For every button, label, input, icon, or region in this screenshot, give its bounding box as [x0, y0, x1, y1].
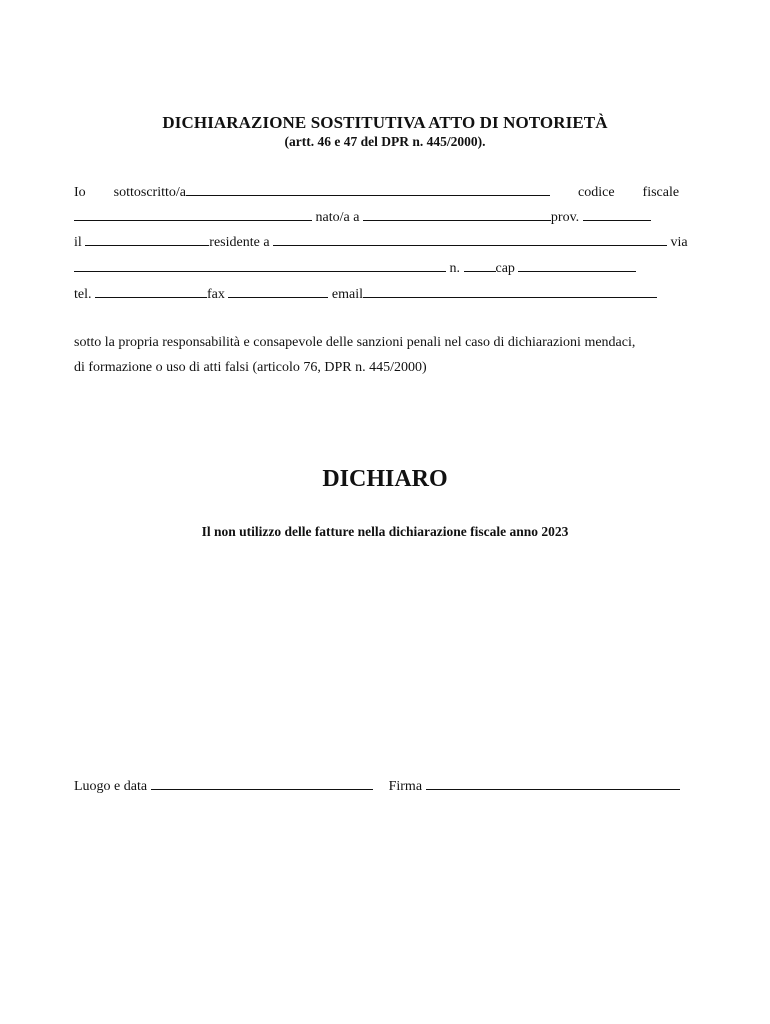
label-io: Io [74, 185, 86, 200]
statement-line-2: di formazione o uso di atti falsi (articolo 76, DPR n. 445/2000) [74, 360, 427, 375]
residence-field[interactable] [273, 232, 667, 246]
signature-field[interactable] [426, 776, 680, 790]
document-subtitle: (artt. 46 e 47 del DPR n. 445/2000). [284, 134, 486, 149]
statement-line-1: sotto la propria responsabilità e consapevole delle sanzioni penali nel caso di dichiarazioni mendaci, [74, 335, 636, 350]
label-codice: codice [578, 185, 615, 200]
label-residente: residente a [209, 235, 270, 250]
label-place-date: Luogo e data [74, 779, 148, 794]
label-fiscale: fiscale [642, 185, 680, 200]
form-line-residence [74, 232, 698, 252]
label-n: n. [449, 261, 460, 276]
label-cap: cap [495, 261, 515, 276]
label-nato: nato/a a [315, 210, 360, 225]
fax-field[interactable] [228, 284, 328, 298]
name-field[interactable] [186, 182, 550, 196]
label-fax: fax [207, 287, 225, 302]
declaration-heading: DICHIARO [322, 466, 448, 492]
place-date-field[interactable] [151, 776, 373, 790]
province-field[interactable] [583, 207, 651, 221]
form-line-address [74, 258, 698, 278]
label-prov: prov. [550, 210, 580, 225]
label-via: via [670, 235, 688, 250]
label-tel: tel. [74, 287, 92, 302]
tax-code-field[interactable] [74, 207, 312, 221]
form-line-birth [74, 207, 698, 227]
label-sottoscritto: sottoscritto/a [113, 185, 186, 200]
document-title: DICHIARAZIONE SOSTITUTIVA ATTO DI NOTORIETÀ [162, 113, 608, 132]
label-il: il [74, 235, 82, 250]
email-field[interactable] [363, 284, 657, 298]
label-email: email [331, 287, 363, 302]
form-line-identity [74, 182, 698, 202]
form-line-contacts [74, 284, 698, 304]
cap-field[interactable] [518, 258, 636, 272]
street-field[interactable] [74, 258, 446, 272]
birthplace-field[interactable] [363, 207, 551, 221]
signature-row [74, 776, 700, 796]
street-number-field[interactable] [464, 258, 496, 272]
phone-field[interactable] [95, 284, 207, 298]
birthdate-field[interactable] [85, 232, 209, 246]
label-firma: Firma [388, 779, 423, 794]
declaration-object: Il non utilizzo delle fatture nella dichiarazione fiscale anno 2023 [201, 524, 569, 539]
